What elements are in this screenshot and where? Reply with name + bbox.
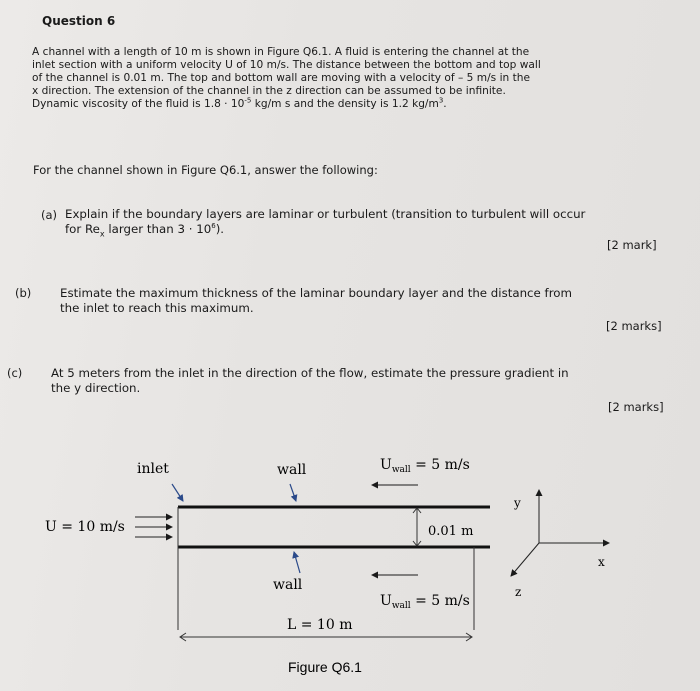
- part-b-marks: [2 marks]: [606, 319, 662, 333]
- problem-statement: [32, 46, 668, 111]
- intro-line: A channel with a length of 10 m is shown in Figure Q6.1. A fluid is entering the channel at the: [32, 46, 530, 58]
- part-c-label: (c): [7, 366, 23, 380]
- question-heading: Question 6: [42, 14, 116, 28]
- intro-line: inlet section with a uniform velocity U of 10 m/s. The distance between the bottom and top wall: [32, 59, 541, 71]
- channel-figure: [0, 440, 700, 691]
- inlet-velocity-label: U = 10 m/s: [45, 519, 125, 535]
- y-axis-label: y: [514, 496, 521, 510]
- part-a-text: Explain if the boundary layers are laminar or turbulent (transition to turbulent will occur for $Re_x$ larger than $3 \cdot 10^6$).: [65, 207, 586, 239]
- intro-line: x direction. The extension of the channel in the z direction can be assumed to be infinite.: [32, 85, 506, 97]
- part-c-text: At 5 meters from the inlet in the direction of the flow, estimate the pressure gradient in the y direction.: [51, 366, 569, 395]
- length-label: L = 10 m: [287, 617, 353, 633]
- part-a-marks: [2 mark]: [607, 238, 657, 252]
- bottom-wall-label: wall: [273, 577, 303, 593]
- part-a-label: (a): [41, 208, 58, 222]
- part-c-marks: [2 marks]: [608, 400, 664, 414]
- z-axis-arrow: [511, 543, 539, 576]
- figure-caption: Figure Q6.1: [288, 659, 362, 675]
- inlet-label: inlet: [137, 461, 169, 477]
- inlet-pointer-arrow: [172, 484, 183, 501]
- x-axis-label: x: [598, 555, 605, 569]
- intro-line: Dynamic viscosity of the fluid is $1.8 \cdot 10^{-5}$ kg/m s and the density is 1.2 $kg/m^3$.: [32, 96, 447, 110]
- bottom-wall-velocity-label: $U_{wall} = 5$ m/s: [380, 593, 470, 611]
- bottom-wall-pointer-arrow: [294, 552, 300, 573]
- part-b-label: (b): [15, 286, 32, 300]
- top-wall-velocity-label: $U_{wall} = 5$ m/s: [380, 457, 470, 475]
- intro-line: of the channel is 0.01 m. The top and bottom wall are moving with a velocity of – 5 m/s in the: [32, 72, 530, 84]
- gap-label: 0.01 m: [428, 524, 474, 539]
- instructions: For the channel shown in Figure Q6.1, answer the following:: [33, 163, 378, 177]
- top-wall-pointer-arrow: [290, 484, 296, 501]
- top-wall-label: wall: [277, 462, 307, 478]
- z-axis-label: z: [515, 585, 522, 599]
- part-b-text: Estimate the maximum thickness of the laminar boundary layer and the distance from the inlet to reach this maximum.: [60, 286, 572, 315]
